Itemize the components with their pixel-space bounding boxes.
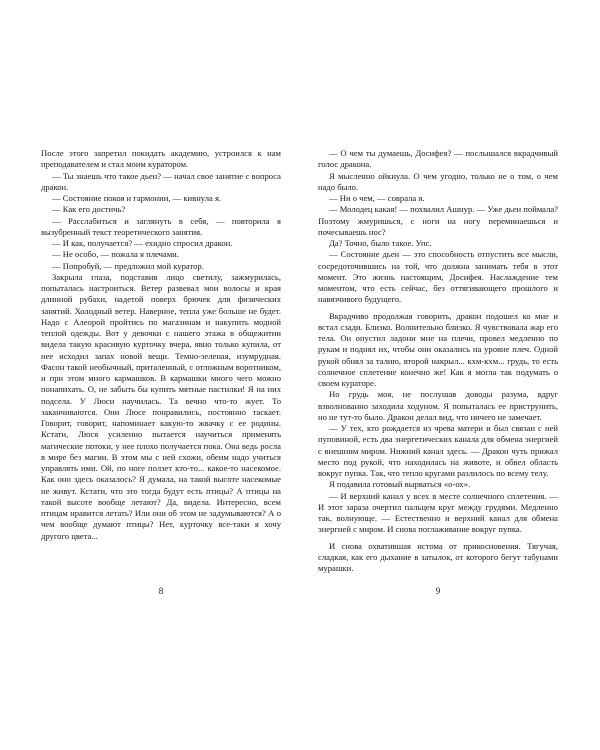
paragraph: — У тех, кто рождается из чрева матери и был связан с ней пуповиной, есть два энергетических канала для обмена энергией с внешним миром. Нижний канал здесь. — Дракон чуть прижал место под рукой, что находилась на животе, и обвел область вокруг пупка. Так, что тепло кругами разлилось по всему телу. xyxy=(318,423,558,478)
paragraph: — И верхний канал у всех в месте солнечного сплетения. — И этот зараза очертил пальцем круг между грудями. Медленно так, волнующе. — Естественно и верхний канал для обмена энергией с миром. И снова поглаживание вокруг пупка. xyxy=(318,490,558,535)
page-number-left: 8 xyxy=(158,586,164,596)
paragraph: — Расслабиться и заглянуть в себя, — повторила я вызубренный текст теоретического занятия. xyxy=(41,215,281,237)
paragraph: — Ты знаешь что такое дьен? — начал свое занятие с вопроса дракон. xyxy=(41,170,281,192)
paragraph: Да? Точно, было такое. Упс. xyxy=(329,238,432,248)
right-page-text xyxy=(318,148,558,574)
paragraph: — Попробуй, — предложил мой куратор. xyxy=(52,260,204,271)
paragraph: Но грудь моя, не послушав доводы разума, вдруг взволнованно заходила ходуном. Я попыталась ее приструнить, но не тут-то было. Дракон делал вид, что ничего не замечает. xyxy=(318,389,558,422)
paragraph: Я подавила готовый вырваться «о-ох». xyxy=(329,479,471,490)
left-page-text xyxy=(41,148,281,542)
paragraph: — О чем ты думаешь, Досифея? — послышался вкрадчивый голос дракона. xyxy=(318,148,558,170)
paragraph: Я мысленно ойкнула. О чем угодно, только не о том, о чем надо было. xyxy=(318,170,558,192)
paragraph: Вкрадчиво продолжая говорить, дракон подошел ко мне и встал сзади. Близко. Волнительно близко. Я чувствовала жар его тела. Он опустил ладони мне на плечи, провел медленно по рукам и поднял их, чтобы они оказались на уровне плеч. Одной рукой обнял за талию, второй накрыл... кхм-кхм... грудь, то есть солнечное сплетение конечно же! Как я могла так подумать о своем кураторе. xyxy=(318,310,558,388)
paragraph: — Не особо, — пожала я плечами. xyxy=(52,249,179,260)
paragraph: — Состояние дьен — это способность отпустить все мысли, сосредоточившись на той, что должна занимать тебя в этот момент. Это жизнь настоящим, Досифея. Наслаждение тем моментом, что есть сейчас, без оттягивающего прошлого и навязчивого будущего. xyxy=(318,249,558,305)
paragraph: — Ни о чем, — соврала я. xyxy=(329,193,425,203)
paragraph: — И как, получается? — ехидно спросил дракон. xyxy=(52,238,233,248)
paragraph: — Как его достичь? xyxy=(52,204,126,215)
page-number-right: 9 xyxy=(435,586,441,596)
paragraph: И снова охватившая истома от прикосновения. Тягучая, сладкая, как его дыхание в затылок, от которого бегут табунами мурашки. xyxy=(318,540,558,573)
paragraph: После этого запретил покидать академию, устроился к нам преподавателем и стал моим куратором. xyxy=(41,148,281,170)
paragraph: — Молодец какая! — похвалил Ашнур. — Уже дьен поймала? Поэтому жмуришься, с ноги на ногу переминаешься и почесываешь нос? xyxy=(318,204,558,237)
paragraph: — Состояние покоя и гармонии, — кивнула я. xyxy=(52,193,222,203)
paragraph: Закрыла глаза, подставив лицо светилу, зажмурилась, попыталась настроиться. Ветер развевал мои волосы и края длинной рубахи, надетой поверх брючек для физических занятий. Холодный ветер. Наверное, тепла уже больше не будет. Надо с Алеорой пройтись по магазинам и накупить модной теплой одежды. Вот у девочки с нашего этажа в общежитии видела такую красивую курточку вчера, явно только купила, от нее исходил запах новой вещи. Темно-зеленая, изумрудная. Фасон такой необычный, приталенный, с отложным воротником, и при этом много кармашков. В кармашки много чего можно понапихать. О, не забыть бы купить мятные пастилки! Я на них подсела. У Люси научилась. Та вечно что-то жует. То заканчиваются. Они Люсе понравились, постоянно таскает. Говорит, говорит, напоминает какую-то жвачку с ее родины. Кстати, Люся усиленно пытается научиться применять магические потоки, у нее плохо получается пока. Она ведь росла в мире без магии. В этом мы с ней схожи, обеим надо учиться управлять ими. Ой, по ноге ползет кто-то... какое-то насекомое. Как оно здесь оказалось? Я думала, на такой высоте насекомые не живут. Кстати, что это тогда будут есть птицы? А птицы на такой высоте вообще летают? Да, видела. Интересно, всем птицам нравится летать? Или они об этом не задумываются? А о чем вообще думают птицы? Нет, курточку все-таки я хочу другого цвета... xyxy=(41,271,281,541)
